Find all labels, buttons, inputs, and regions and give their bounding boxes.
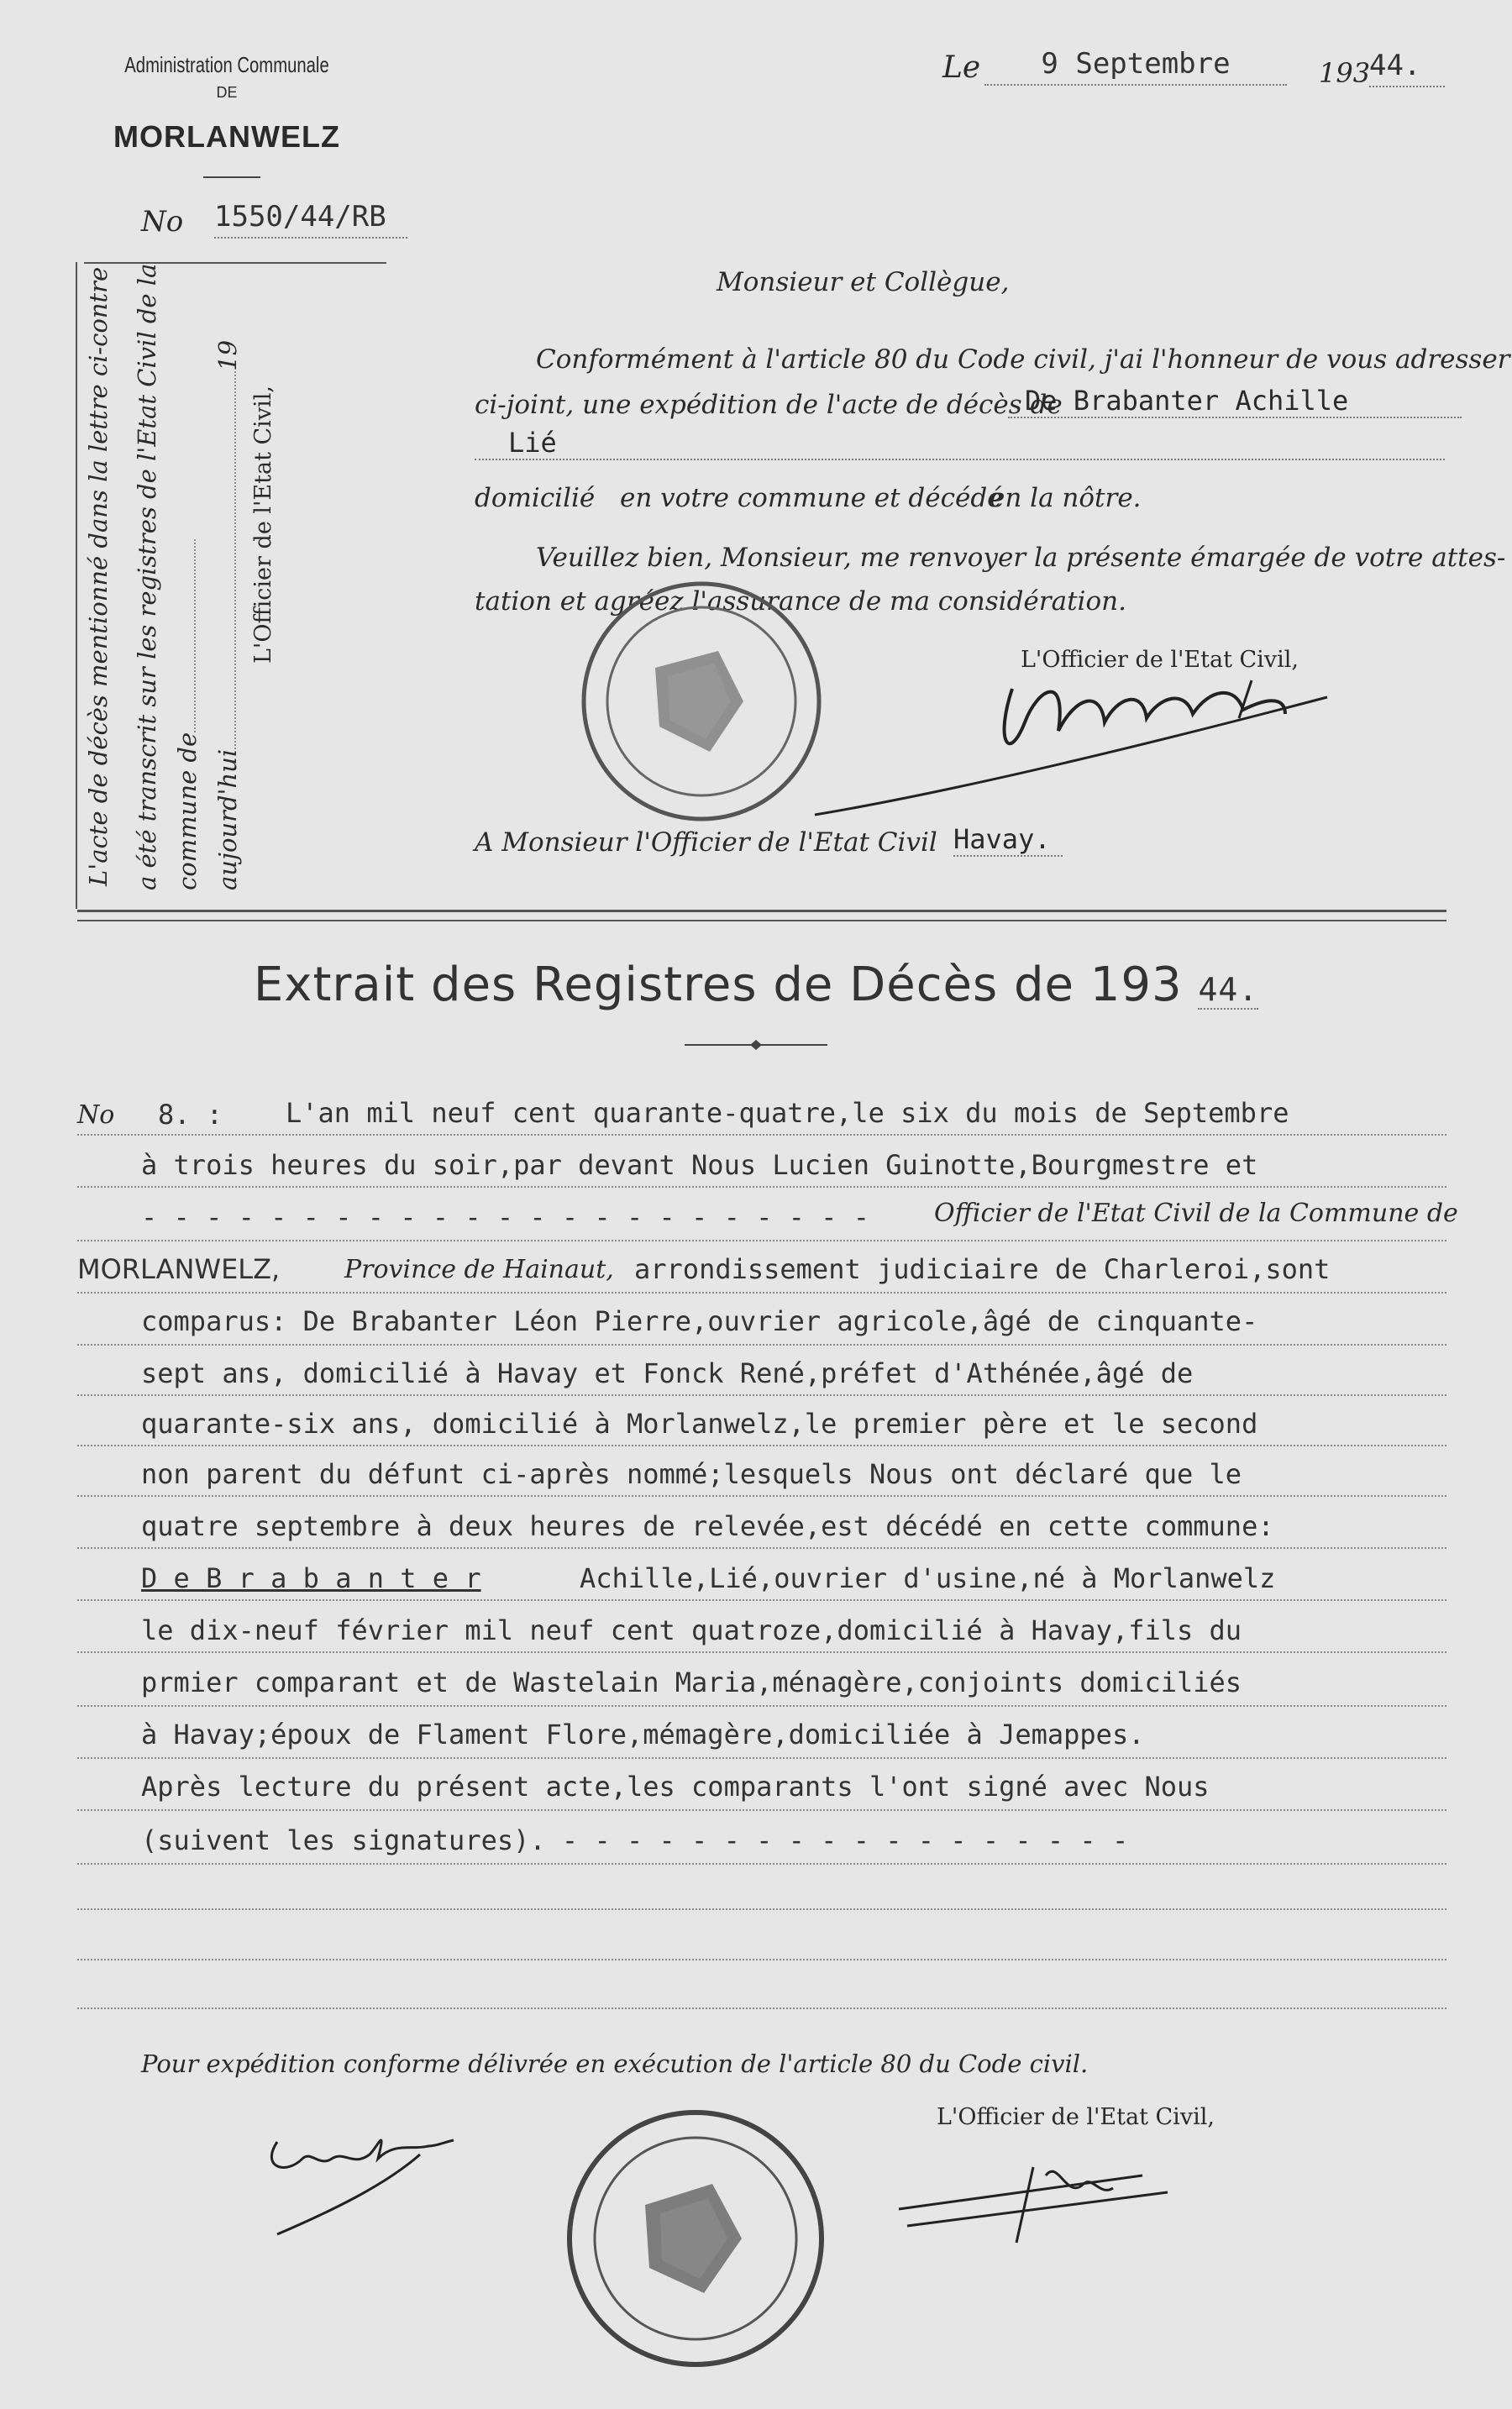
extract-line-9: quatre septembre à deux heures de relevée,est décédé en cette commune: (141, 1510, 1274, 1542)
extract-line-7: quarante-six ans, domicilié à Morlanwelz,le premier père et le second (141, 1408, 1258, 1440)
ruled-line (77, 1240, 1446, 1241)
addressee-prefix: A Monsieur l'Officier de l'Etat Civil (475, 827, 937, 858)
letter-year: 44. (1369, 49, 1445, 87)
ruled-line (77, 1757, 1446, 1759)
letter-paragraph2-line2: tation et agréez l'assurance de ma considération. (475, 586, 1126, 617)
margin-officer-label: L'Officier de l'Etat Civil, (250, 386, 276, 664)
section-separator-top (77, 910, 1446, 912)
deceased-surname: D e B r a b a n t e r (141, 1562, 481, 1594)
letter-paragraph1-line1: Conformément à l'article 80 du Code civil, j'ai l'honneur de vous adresser (536, 344, 1510, 375)
extract-line-4: arrondissement judiciaire de Charleroi,sont (634, 1253, 1331, 1285)
extract-line-1: L'an mil neuf cent quarante-quatre,le six du mois de Septembre (286, 1097, 1289, 1129)
ruled-line (77, 1959, 1446, 1960)
municipality-name: MORLANWELZ (113, 119, 340, 154)
ruled-line (77, 1292, 1446, 1294)
extract-title: Extrait des Registres de Décès de 193 44. (253, 958, 1259, 1012)
extract-line-5: comparus: De Brabanter Léon Pierre,ouvrier agricole,âgé de cinquante- (141, 1305, 1258, 1337)
ruled-line (77, 1186, 1446, 1188)
margin-note-line3: commune de (173, 539, 202, 890)
ruled-line (77, 1344, 1446, 1346)
year-prefix: 193 (1319, 57, 1371, 89)
ruled-line (77, 1908, 1446, 1910)
municipal-seal-stamp (575, 575, 827, 827)
margin-note-line1: L'acte de décès mentionné dans la lettre ci-contre (84, 266, 113, 886)
ruled-line (77, 1445, 1446, 1446)
addressee-town: Havay. (953, 823, 1063, 857)
domicile-middle: en votre commune et décédé (620, 483, 1003, 513)
margin-note-line2: a été transcrit sur les registres de l'Etat Civil de la (133, 263, 161, 890)
extract-line-13: à Havay;époux de Flament Flore,mémagère,domiciliée à Jemappes. (141, 1719, 1145, 1750)
ruled-line (77, 1134, 1446, 1136)
extract-line-8: non parent du défunt ci-après nommé;lesquels Nous ont déclaré que le (141, 1458, 1242, 1490)
deceased-name: De Brabanter Achille (1008, 385, 1462, 418)
ruled-line (77, 1495, 1446, 1497)
extract-line-10: Achille,Lié,ouvrier d'usine,né à Morlanwelz (580, 1562, 1276, 1594)
deceased-name-continued: Lié (475, 427, 1445, 460)
ruled-line (77, 1705, 1446, 1707)
reference-number: 1550/44/RB (214, 200, 407, 239)
act-number: 8. : (158, 1099, 223, 1131)
officer-signature (815, 638, 1386, 823)
salutation: Monsieur et Collègue, (717, 267, 1010, 297)
lower-seal-stamp (561, 2104, 830, 2373)
extract-line-6: sept ans, domicilié à Havay et Fonck René,préfet d'Athénée,âgé de (141, 1357, 1194, 1389)
province-label: Province de Hainaut, (344, 1255, 614, 1284)
extract-line-15: (suivent les signatures). - - - - - - - - - - - - - - - - - - (141, 1824, 1129, 1856)
ruled-line (77, 2008, 1446, 2009)
de-label: DE (216, 84, 238, 101)
footer-officer-label: L'Officier de l'Etat Civil, (937, 2104, 1215, 2130)
officer-commune-label: Officier de l'Etat Civil de la Commune de (934, 1199, 1458, 1228)
extract-line-14: Après lecture du présent acte,les comparants l'ont signé avec Nous (141, 1771, 1210, 1803)
date-prefix: Le (942, 50, 981, 85)
administration-label: Administration Communale (124, 52, 329, 77)
letter-date: 9 Septembre (984, 47, 1287, 86)
margin-divider (76, 262, 77, 909)
reference-number-label: No (141, 205, 184, 239)
header-rule (203, 176, 260, 178)
ruled-line (77, 1599, 1446, 1601)
ruled-line (77, 1809, 1446, 1811)
letter-paragraph1-line2: ci-joint, une expédition de l'acte de décès de (475, 390, 1063, 420)
extract-line-11: le dix-neuf février mil neuf cent quatroze,domicilié à Havay,fils du (141, 1614, 1242, 1646)
ruled-line (77, 1863, 1446, 1865)
margin-note-line4: aujourd'hui19 (213, 339, 242, 890)
ruled-line (77, 1651, 1446, 1653)
commune-name: MORLANWELZ, (77, 1253, 281, 1285)
conformity-statement: Pour expédition conforme délivrée en exécution de l'article 80 du Code civil. (141, 2049, 1089, 2078)
ruled-line (77, 1547, 1446, 1549)
extract-line-2: à trois heures du soir,par devant Nous Lucien Guinotte,Bourgmestre et (141, 1149, 1258, 1181)
extract-line-12: prmier comparant et de Wastelain Maria,ménagère,conjoints domiciliés (141, 1666, 1242, 1698)
section-separator-bottom (77, 920, 1446, 921)
title-ornament (685, 1037, 827, 1053)
footer-officer-signature (890, 2150, 1193, 2251)
extract-line-3: - - - - - - - - - - - - - - - - - - - - - - - (141, 1201, 869, 1233)
letter-officer-label: L'Officier de l'Etat Civil, (1021, 647, 1299, 673)
letter-paragraph2-line1: Veuillez bien, Monsieur, me renvoyer la présente émargée de votre attes- (536, 543, 1506, 573)
registrar-signature (252, 2108, 470, 2243)
act-number-label: No (77, 1100, 115, 1130)
ruled-line (77, 1394, 1446, 1396)
domicile-suffix: en la nôtre. (990, 483, 1142, 513)
domicile-prefix: domicilié (475, 483, 596, 513)
header-underline (84, 262, 386, 264)
